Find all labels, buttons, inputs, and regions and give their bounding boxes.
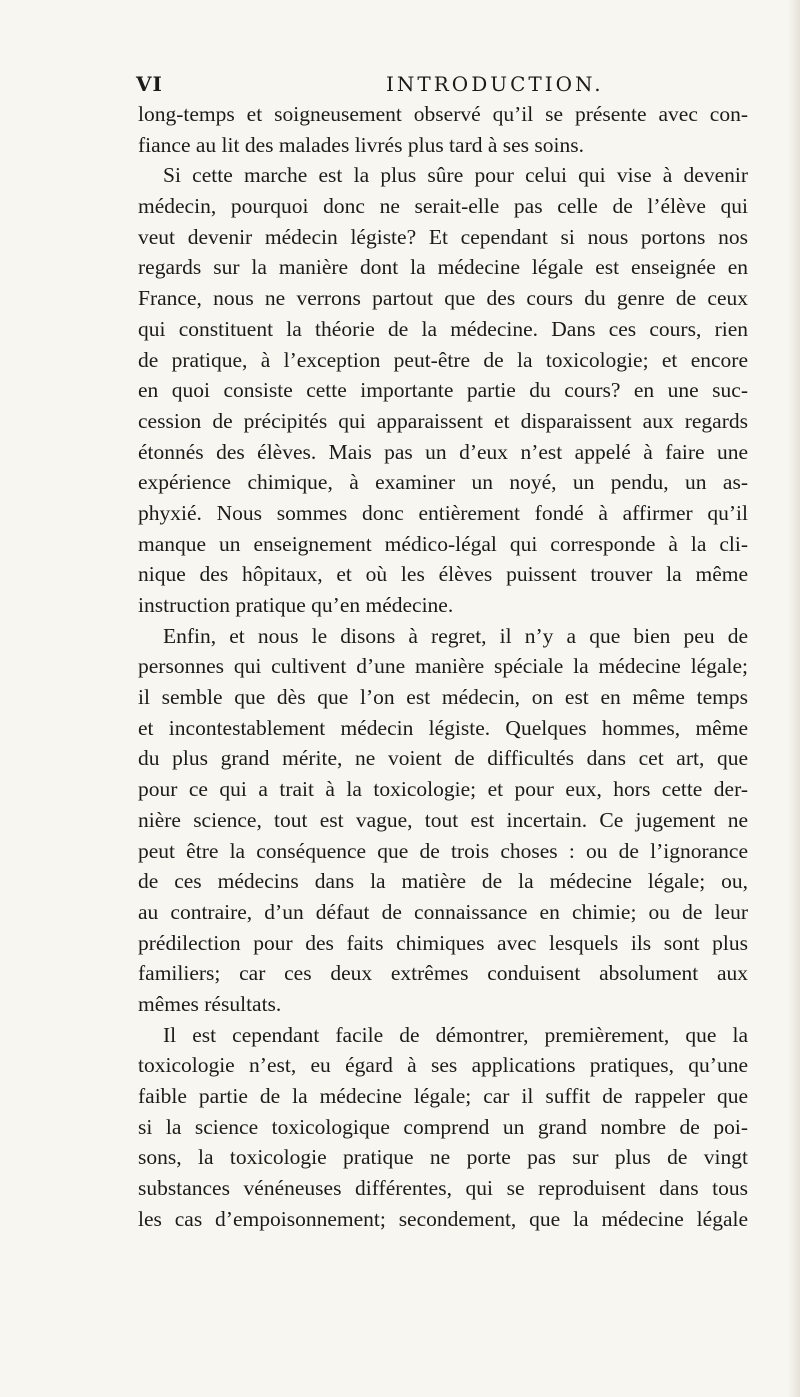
text-line: Enfin, et nous le disons à regret, il n’y a que bien peu de: [163, 623, 748, 648]
text-line: il semble que dès que l’on est médecin, on est en même temps: [138, 685, 748, 710]
text-line: nière science, tout est vague, tout est incertain. Ce jugement ne: [138, 807, 748, 832]
running-head: INTRODUCTION.: [386, 72, 604, 96]
text-line: cession de précipités qui apparaissent et disparaissent aux regards: [138, 408, 748, 433]
text-line: toxicologie n’est, eu égard à ses applications pratiques, qu’une: [138, 1053, 748, 1078]
text-line: les cas d’empoisonnement; secondement, que la médecine légale: [138, 1206, 748, 1231]
text-line: de pratique, à l’exception peut-être de la toxicologie; et encore: [138, 347, 748, 372]
text-line: faible partie de la médecine légale; car il suffit de rappeler que: [138, 1084, 748, 1108]
text-line: substances vénéneuses différentes, qui se reproduisent dans tous: [138, 1176, 748, 1201]
text-line: médecin, pourquoi donc ne serait-elle pas celle de l’élève qui: [138, 194, 748, 219]
text-line: Si cette marche est la plus sûre pour celui qui vise à devenir: [163, 163, 748, 188]
text-line: peut être la conséquence que de trois choses : ou de l’ignorance: [138, 838, 748, 863]
page-edge-shadow: [788, 0, 800, 1397]
text-line: du plus grand mérite, ne voient de difficultés dans cet art, que: [138, 746, 748, 771]
body-text: [138, 99, 748, 1234]
text-line: en quoi consiste cette importante partie du cours? en une suc-: [138, 378, 748, 403]
text-line: prédilection pour des faits chimiques avec lesquels ils sont plus: [138, 930, 748, 955]
text-line: qui constituent la théorie de la médecine. Dans ces cours, rien: [138, 316, 748, 341]
text-line: long-temps et soigneusement observé qu’il se présente avec con-: [138, 102, 748, 126]
text-line: regards sur la manière dont la médecine légale est enseignée en: [138, 255, 748, 280]
text-line: sons, la toxicologie pratique ne porte pas sur plus de vingt: [138, 1145, 748, 1170]
text-line: personnes qui cultivent d’une manière spéciale la médecine légale;: [138, 654, 748, 679]
text-line: mêmes résultats.: [138, 991, 282, 1016]
text-line: expérience chimique, à examiner un noyé, un pendu, un as-: [138, 470, 748, 495]
text-line: si la science toxicologique comprend un grand nombre de poi-: [138, 1114, 748, 1139]
text-line: fiance au lit des malades livrés plus tard à ses soins.: [138, 132, 585, 157]
page-number: VI: [136, 72, 163, 96]
text-line: pour ce qui a trait à la toxicologie; et pour eux, hors cette der-: [138, 777, 748, 802]
text-line: phyxié. Nous sommes donc entièrement fondé à affirmer qu’il: [138, 500, 748, 525]
text-line: France, nous ne verrons partout que des cours du genre de ceux: [138, 286, 748, 311]
text-line: manque un enseignement médico-légal qui corresponde à la cli-: [138, 531, 748, 556]
text-line: et incontestablement médecin légiste. Quelques hommes, même: [138, 715, 748, 740]
text-line: familiers; car ces deux extrêmes conduisent absolument aux: [138, 961, 748, 986]
text-line: instruction pratique qu’en médecine.: [138, 593, 454, 617]
text-line: nique des hôpitaux, et où les élèves puissent trouver la même: [138, 562, 748, 587]
text-line: étonnés des élèves. Mais pas un d’eux n’est appelé à faire une: [138, 439, 748, 464]
text-line: au contraire, d’un défaut de connaissance en chimie; ou de leur: [138, 899, 748, 924]
text-line: veut devenir médecin légiste? Et cependant si nous portons nos: [138, 224, 748, 249]
text-line: de ces médecins dans la matière de la médecine légale; ou,: [138, 869, 748, 894]
text-line: Il est cependant facile de démontrer, premièrement, que la: [163, 1022, 748, 1047]
